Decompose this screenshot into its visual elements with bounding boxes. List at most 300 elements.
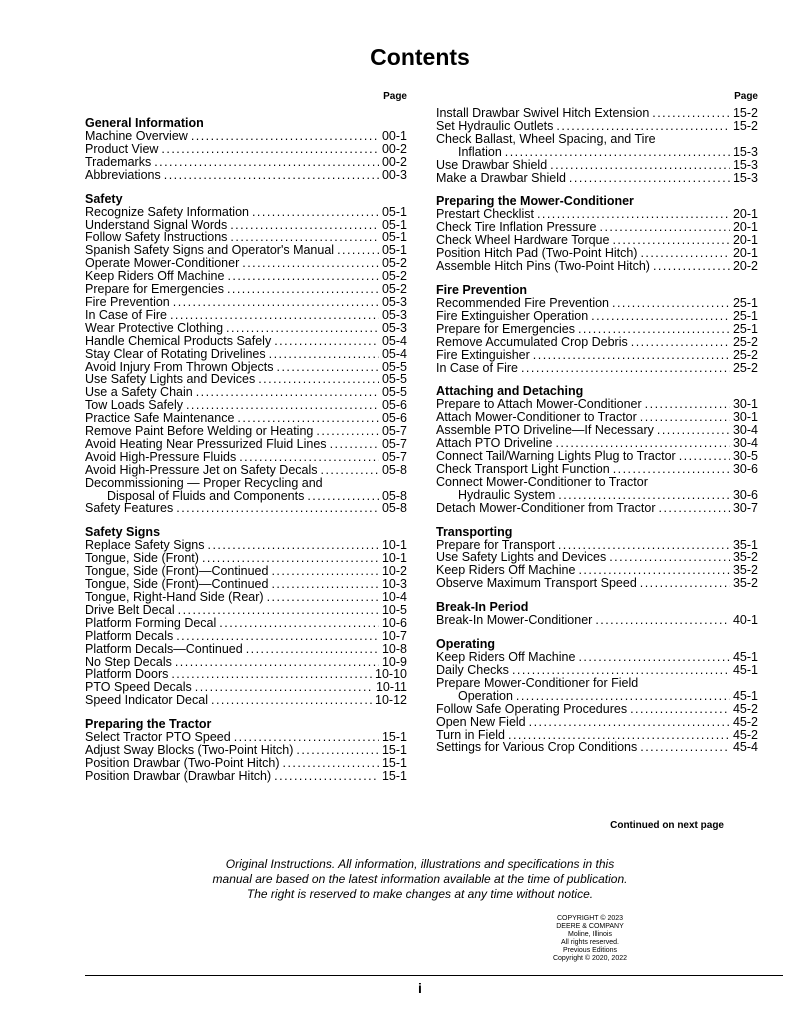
toc-entry-page: 05-3 [381, 307, 407, 322]
toc-entry-page: 05-7 [381, 436, 407, 451]
toc-entry-label: Attach PTO Driveline [436, 436, 553, 451]
toc-entry[interactable] [85, 694, 407, 707]
toc-entry-page: 05-3 [381, 294, 407, 309]
toc-entry-label: Product View [85, 141, 159, 156]
toc-entry[interactable] [85, 502, 407, 515]
toc-entry-label: No Step Decals [85, 654, 172, 669]
toc-entry-page: 05-1 [381, 230, 407, 245]
toc-entry-page: 20-1 [732, 220, 758, 235]
toc-entry[interactable] [436, 716, 758, 729]
toc-entry-label: Prepare to Attach Mower-Conditioner [436, 397, 642, 412]
toc-entry-page: 15-1 [381, 730, 407, 745]
toc-entry-page: 30-7 [732, 500, 758, 515]
dot-leader [178, 604, 379, 617]
dot-leader [591, 310, 730, 323]
toc-entry-label: Speed Indicator Decal [85, 693, 208, 708]
toc-entry-page: 40-1 [732, 613, 758, 628]
toc-entry[interactable] [85, 464, 407, 477]
toc-entry-label: Keep Riders Off Machine [436, 563, 576, 578]
toc-entry-page: 05-7 [381, 424, 407, 439]
section-title: Safety Signs [85, 525, 161, 540]
dot-leader [609, 551, 730, 564]
dot-leader [175, 656, 379, 669]
dot-leader [274, 335, 379, 348]
toc-entry-label: PTO Speed Decals [85, 680, 192, 695]
section-title: Safety [85, 191, 123, 206]
toc-entry[interactable] [436, 336, 758, 349]
toc-entry-page: 10-1 [381, 538, 407, 553]
toc-entry-label: In Case of Fire [436, 360, 518, 375]
toc-entry-label: Make a Drawbar Shield [436, 170, 566, 185]
toc-entry-page: 00-1 [381, 129, 407, 143]
toc-entry-page: 00-2 [381, 154, 407, 169]
toc-entry[interactable] [85, 425, 407, 438]
dot-leader [631, 336, 730, 349]
toc-entry-page: 25-2 [732, 347, 758, 362]
toc-entry-page: 25-2 [732, 360, 758, 375]
toc-entry-page: 05-4 [381, 333, 407, 348]
toc-entry-label: Turn in Field [436, 727, 506, 742]
page-title: Contents [370, 44, 470, 70]
toc-entry[interactable] [436, 690, 758, 703]
toc-entry-page: 10-4 [381, 590, 407, 604]
dot-leader [269, 348, 379, 361]
toc-entry[interactable] [85, 335, 407, 348]
section-title: Transporting [436, 524, 513, 539]
toc-section [436, 284, 758, 374]
toc-entry-label: Use Safety Lights and Devices [436, 550, 607, 565]
toc-entry[interactable] [436, 502, 758, 515]
copyright-line: DEERE & COMPANY [556, 923, 624, 930]
section-title: General Information [85, 116, 204, 130]
page-column-header: Page [734, 91, 758, 102]
toc-entry-page: 10-3 [381, 577, 407, 592]
toc-section [85, 526, 407, 707]
dot-leader [226, 322, 379, 335]
toc-entry-label: Tongue, Right-Hand Side (Rear) [85, 590, 264, 604]
toc-entry[interactable] [85, 770, 407, 783]
toc-entry-label: Check Transport Light Function [436, 461, 610, 476]
toc-entry-page: 15-1 [381, 743, 407, 758]
toc-entry-page: 10-11 [375, 680, 407, 695]
toc-entry-label: Recommended Fire Prevention [436, 295, 609, 310]
dot-leader [227, 283, 379, 296]
dot-leader [242, 257, 379, 270]
section-title: Break-In Period [436, 600, 529, 615]
toc-entry[interactable] [436, 146, 758, 159]
dot-leader [271, 565, 379, 578]
toc-entry-label: Break-In Mower-Conditioner [436, 613, 593, 628]
toc-entry-label: Avoid High-Pressure Jet on Safety Decals [85, 462, 318, 477]
toc-entry[interactable] [436, 463, 758, 476]
toc-entry[interactable] [436, 107, 758, 120]
toc-entry-first-line: Connect Mower-Conditioner to Tractor [436, 474, 648, 489]
toc-entry[interactable] [436, 450, 758, 463]
toc-entry-page: 15-3 [732, 157, 758, 172]
toc-entry-page: 05-5 [381, 372, 407, 387]
dot-leader [558, 489, 730, 502]
toc-entry-label: Abbreviations [85, 167, 161, 182]
toc-entry-first-line: Prepare Mower-Conditioner for Field [436, 675, 639, 690]
copyright-line: COPYRIGHT © 2023 [556, 915, 624, 922]
toc-left-column [85, 90, 407, 794]
toc-entry-label: Remove Paint Before Welding or Heating [85, 424, 314, 439]
toc-entry[interactable] [85, 617, 407, 630]
toc-entry-page: 05-7 [381, 449, 407, 464]
toc-entry[interactable] [436, 159, 758, 172]
toc-entry-page: 05-6 [381, 398, 407, 413]
dot-leader [296, 744, 379, 757]
toc-entry[interactable] [436, 703, 758, 716]
toc-entry-page: 35-2 [732, 576, 758, 591]
copyright-line: Copyright © 2020, 2022 [552, 955, 628, 962]
dot-leader [307, 490, 379, 503]
dot-leader [652, 107, 730, 120]
dot-leader [321, 464, 379, 477]
toc-entry[interactable] [85, 143, 407, 156]
dot-leader [274, 770, 379, 783]
toc-section [85, 117, 407, 182]
footer-rule [85, 975, 783, 976]
toc-entry-label: Keep Riders Off Machine [436, 650, 576, 665]
toc-entry[interactable] [85, 309, 407, 322]
dot-leader [164, 169, 379, 182]
dot-leader [277, 361, 379, 374]
toc-entry-label: Position Drawbar (Drawbar Hitch) [85, 768, 272, 783]
toc-entry-page: 05-3 [381, 320, 407, 335]
toc-entry[interactable] [436, 741, 758, 754]
toc-entry-page: 10-9 [381, 654, 407, 669]
toc-entry-page: 05-5 [381, 385, 407, 400]
toc-entry-label: Position Hitch Pad (Two-Point Hitch) [436, 246, 638, 261]
toc-entry[interactable] [436, 614, 758, 627]
toc-entry-label: Use a Safety Chain [85, 385, 193, 400]
toc-entry-page: 05-1 [381, 217, 407, 232]
toc-entry-page: 35-2 [732, 563, 758, 578]
toc-entry[interactable] [436, 362, 758, 375]
toc-entry-page: 20-1 [732, 233, 758, 248]
toc-entry-page: 30-6 [732, 487, 758, 502]
toc-entry-label: Tongue, Side (Front)—Continued [85, 564, 269, 579]
toc-entry[interactable] [85, 451, 407, 464]
toc-entry-label: Install Drawbar Swivel Hitch Extension [436, 106, 650, 120]
toc-entry-page: 15-2 [732, 106, 758, 120]
toc-sections-left [85, 117, 407, 783]
dot-leader [640, 741, 730, 754]
dot-leader [227, 270, 379, 283]
dot-leader [176, 502, 379, 515]
toc-entry[interactable] [85, 643, 407, 656]
toc-entry-label: Inflation [458, 144, 502, 159]
toc-entry-page: 30-4 [732, 436, 758, 451]
section-title: Attaching and Detaching [436, 384, 584, 399]
toc-entry-label: Settings for Various Crop Conditions [436, 740, 638, 755]
toc-entry-page: 10-10 [375, 667, 407, 682]
toc-entry-label: Recognize Safety Information [85, 204, 249, 219]
toc-entry-label: Operate Mower-Conditioner [85, 256, 240, 271]
dot-leader [613, 463, 730, 476]
toc-entry[interactable] [85, 591, 407, 604]
toc-entry-page: 10-7 [381, 628, 407, 643]
dot-leader [657, 424, 730, 437]
toc-entry-label: Avoid Injury From Thrown Objects [85, 359, 274, 374]
toc-entry[interactable] [436, 577, 758, 590]
toc-entry-page: 45-2 [732, 727, 758, 742]
dot-leader [219, 617, 379, 630]
dot-leader [196, 386, 379, 399]
copyright-block [530, 915, 650, 963]
dot-leader [521, 362, 730, 375]
toc-entry[interactable] [436, 297, 758, 310]
toc-entry-label: Spanish Safety Signs and Operator's Manual [85, 243, 335, 258]
toc-entry-page: 25-1 [732, 308, 758, 323]
toc-entry[interactable] [85, 296, 407, 309]
toc-entry-label: In Case of Fire [85, 307, 167, 322]
page-number: i [418, 980, 422, 996]
toc-entry[interactable] [85, 130, 407, 143]
dot-leader [595, 614, 730, 627]
toc-entry[interactable] [85, 438, 407, 451]
dot-leader [533, 349, 730, 362]
toc-entry-label: Prepare for Transport [436, 537, 555, 552]
toc-entry-page: 05-4 [381, 346, 407, 361]
toc-entry-label: Follow Safety Instructions [85, 230, 228, 245]
toc-entry-page: 15-1 [381, 768, 407, 783]
toc-entry-label: Understand Signal Words [85, 217, 228, 232]
toc-entry-label: Hydraulic System [458, 487, 556, 502]
toc-entry-page: 05-8 [381, 462, 407, 477]
toc-entry-page: 00-3 [381, 167, 407, 182]
toc-entry-label: Fire Extinguisher [436, 347, 530, 362]
toc-section [436, 601, 758, 627]
toc-entry-label: Remove Accumulated Crop Debris [436, 334, 628, 349]
toc-entry-label: Avoid Heating Near Pressurized Fluid Lines [85, 436, 327, 451]
toc-entry[interactable] [85, 322, 407, 335]
toc-entry-label: Platform Forming Decal [85, 615, 217, 630]
toc-entry[interactable] [436, 260, 758, 273]
toc-entry[interactable] [85, 169, 407, 182]
dot-leader [653, 260, 730, 273]
toc-entry-label: Platform Decals—Continued [85, 641, 243, 656]
toc-entry-label: Drive Belt Decal [85, 602, 175, 617]
dot-leader [316, 425, 379, 438]
toc-entry-label: Stay Clear of Rotating Drivelines [85, 346, 266, 361]
toc-entry-label: Connect Tail/Warning Lights Plug to Tractor [436, 449, 676, 464]
dot-leader [516, 690, 730, 703]
dot-leader [176, 630, 379, 643]
page-column-header: Page [383, 91, 407, 102]
toc-entry-label: Trademarks [85, 154, 152, 169]
toc-entry-page: 05-2 [381, 256, 407, 271]
dot-leader [337, 244, 379, 257]
toc-entry-label: Safety Features [85, 501, 174, 516]
toc-right-column [436, 90, 758, 765]
dot-leader [612, 297, 730, 310]
dot-leader [171, 668, 372, 681]
toc-entry-page: 20-2 [732, 259, 758, 274]
toc-entry-page: 45-2 [732, 701, 758, 716]
toc-entry[interactable] [436, 664, 758, 677]
copyright-line: All rights reserved. [561, 939, 619, 946]
toc-entry-page: 30-6 [732, 461, 758, 476]
toc-entry-page: 05-1 [381, 243, 407, 258]
footnote-line: manual are based on the latest information available at the time of publication. [212, 872, 628, 886]
toc-entry-page: 20-1 [732, 246, 758, 261]
toc-entry-label: Avoid High-Pressure Fluids [85, 449, 237, 464]
toc-entry-page: 05-8 [381, 488, 407, 503]
toc-entry-page: 05-2 [381, 269, 407, 284]
dot-leader [600, 221, 730, 234]
dot-leader [330, 438, 379, 451]
toc-entry[interactable] [85, 757, 407, 770]
dot-leader [640, 577, 730, 590]
dot-leader [208, 539, 379, 552]
dot-leader [550, 159, 730, 172]
section-title: Operating [436, 637, 496, 652]
toc-entry-page: 45-4 [732, 740, 758, 755]
toc-entry-label: Assemble Hitch Pins (Two-Point Hitch) [436, 259, 650, 274]
toc-entry-page: 10-6 [381, 615, 407, 630]
dot-leader [161, 143, 379, 156]
toc-entry-label: Check Tire Inflation Pressure [436, 220, 597, 235]
toc-entry-label: Operation [458, 688, 513, 703]
toc-entry[interactable] [85, 348, 407, 361]
footnote-line: The right is reserved to make changes at any time without notice. [246, 887, 594, 901]
dot-leader [230, 219, 379, 232]
toc-entry-label: Adjust Sway Blocks (Two-Point Hitch) [85, 743, 294, 758]
dot-leader [246, 643, 379, 656]
toc-entry-label: Prepare for Emergencies [85, 282, 224, 297]
continued-note: Continued on next page [610, 820, 724, 831]
toc-entry-label: Detach Mower-Conditioner from Tractor [436, 500, 656, 515]
toc-entry-label: Tongue, Side (Front) [85, 551, 199, 566]
toc-entry-first-line: Check Ballast, Wheel Spacing, and Tire [436, 131, 656, 146]
toc-section [436, 195, 758, 273]
toc-entry-label: Assemble PTO Driveline—If Necessary [436, 423, 654, 438]
dot-leader [195, 681, 373, 694]
copyright-line: Previous Editions [562, 947, 618, 954]
dot-leader [191, 130, 379, 143]
toc-entry-label: Select Tractor PTO Speed [85, 730, 231, 745]
dot-leader [239, 451, 379, 464]
toc-section [85, 193, 407, 516]
toc-entry-label: Disposal of Fluids and Components [107, 488, 305, 503]
toc-entry-page: 05-2 [381, 282, 407, 297]
toc-entry-label: Fire Extinguisher Operation [436, 308, 589, 323]
dot-leader [211, 694, 372, 707]
toc-entry-label: Open New Field [436, 714, 526, 729]
dot-leader [252, 206, 379, 219]
toc-entry-page: 25-1 [732, 295, 758, 310]
toc-entry-page: 10-12 [375, 693, 407, 708]
toc-entry-page: 15-2 [732, 118, 758, 133]
footnote-line: Original Instructions. All information, illustrations and specifications in this [225, 857, 615, 871]
toc-entry-page: 30-1 [732, 397, 758, 412]
dot-leader [283, 757, 379, 770]
toc-entry-page: 15-3 [732, 170, 758, 185]
toc-entry-page: 05-8 [381, 501, 407, 516]
dot-leader [578, 651, 730, 664]
toc-entry-page: 45-2 [732, 714, 758, 729]
section-title: Preparing the Tractor [85, 717, 212, 732]
toc-entry-page: 45-1 [732, 650, 758, 665]
toc-entry-page: 05-5 [381, 359, 407, 374]
toc-section [85, 718, 407, 783]
toc-entry[interactable] [85, 206, 407, 219]
toc-entry-label: Set Hydraulic Outlets [436, 118, 554, 133]
toc-entry-page: 15-3 [732, 144, 758, 159]
copyright-line: Moline, Illinois [568, 931, 612, 938]
dot-leader [505, 146, 730, 159]
toc-entry[interactable] [436, 489, 758, 502]
toc-entry-page: 25-2 [732, 334, 758, 349]
toc-entry[interactable] [436, 172, 758, 185]
toc-entry-page: 30-1 [732, 410, 758, 425]
dot-leader [556, 120, 730, 133]
toc-entry[interactable] [85, 630, 407, 643]
dot-leader [578, 323, 730, 336]
toc-entry-page: 05-6 [381, 411, 407, 426]
toc-entry-label: Fire Prevention [85, 294, 170, 309]
toc-entry-label: Replace Safety Signs [85, 538, 205, 553]
toc-entry-label: Handle Chemical Products Safely [85, 333, 272, 348]
toc-section [436, 385, 758, 514]
dot-leader [173, 296, 379, 309]
toc-entry-page: 05-1 [381, 204, 407, 219]
toc-entry-page: 45-1 [732, 688, 758, 703]
toc-entry[interactable] [436, 349, 758, 362]
dot-leader [645, 398, 730, 411]
toc-entry-page: 35-1 [732, 537, 758, 552]
dot-leader [512, 664, 730, 677]
dot-leader [569, 172, 730, 185]
dot-leader [154, 156, 379, 169]
toc-entry-label: Practice Safe Maintenance [85, 411, 235, 426]
dot-leader [679, 450, 730, 463]
toc-entry-label: Platform Doors [85, 667, 169, 682]
toc-entry-label: Check Wheel Hardware Torque [436, 233, 610, 248]
toc-entry[interactable] [85, 156, 407, 169]
toc-section [436, 526, 758, 591]
toc-entry-page: 30-4 [732, 423, 758, 438]
toc-entry-page: 10-1 [381, 551, 407, 566]
toc-entry-label: Platform Decals [85, 628, 174, 643]
toc-entry[interactable] [436, 120, 758, 133]
toc-entry[interactable] [436, 310, 758, 323]
toc-entry-label: Machine Overview [85, 129, 188, 143]
toc-entry-page: 25-1 [732, 321, 758, 336]
toc-entry[interactable] [436, 323, 758, 336]
dot-leader [630, 703, 730, 716]
toc-entry-page: 10-2 [381, 564, 407, 579]
toc-entry[interactable] [85, 604, 407, 617]
dot-leader [271, 578, 379, 591]
toc-entry-label: Attach Mower-Conditioner to Tractor [436, 410, 637, 425]
dot-leader [267, 591, 379, 604]
toc-entry-label: Daily Checks [436, 663, 509, 677]
dot-leader [640, 247, 730, 260]
toc-entry-label: Wear Protective Clothing [85, 320, 224, 335]
dot-leader [529, 716, 730, 729]
toc-entry-label: Prestart Checklist [436, 207, 534, 222]
toc-entry-label: Tongue, Side (Front)—Continued [85, 577, 269, 592]
dot-leader [170, 309, 379, 322]
toc-entry-page: 10-8 [381, 641, 407, 656]
toc-entry-label: Observe Maximum Transport Speed [436, 576, 637, 591]
toc-entry-page: 20-1 [732, 207, 758, 222]
toc-entry-page: 45-1 [732, 663, 758, 677]
toc-entry-page: 30-5 [732, 449, 758, 464]
